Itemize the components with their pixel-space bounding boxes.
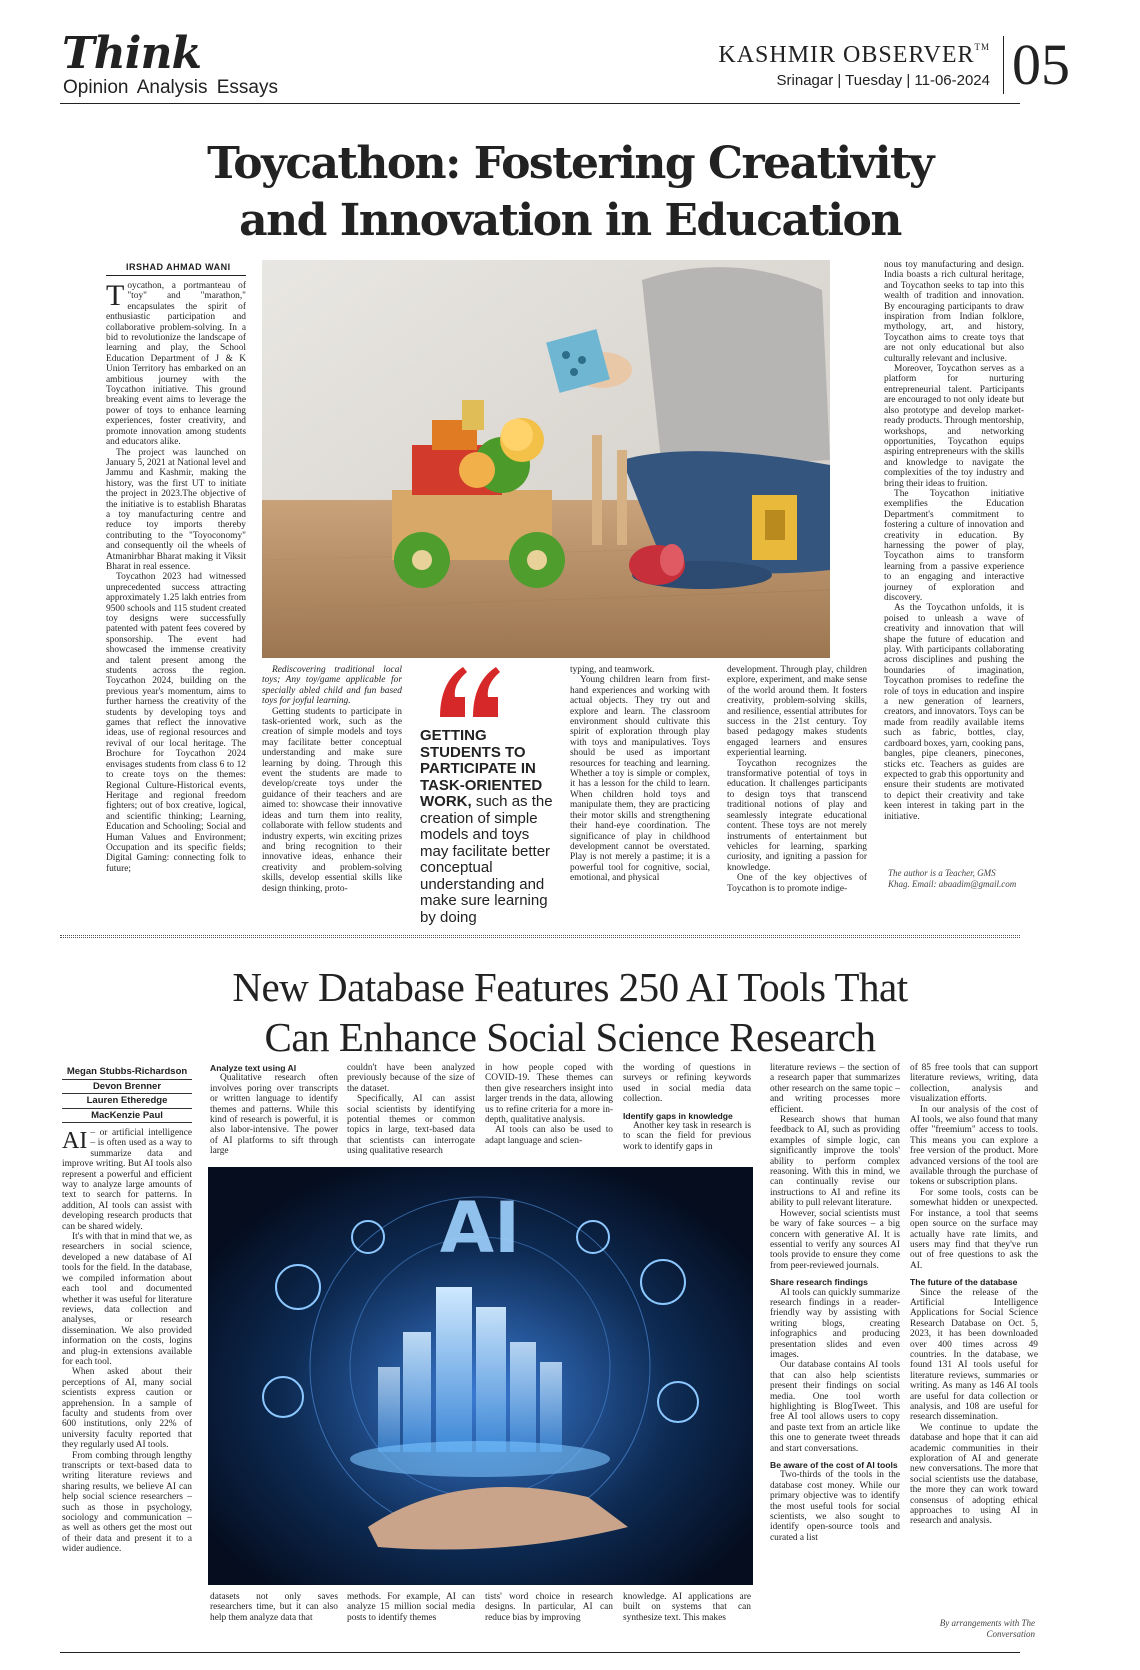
paragraph: – or artificial intelligence – is often used as a way to summarize data and improve writing. But AI tools also represent a powerful and efficient way to analyze large amounts of text to search for patterns. In addition, AI tools can assist with developing research products that can be shared widely. (62, 1128, 192, 1232)
paragraph: Our database contains AI tools that can also help scientists present their findings on social media. One tool worth highlighting is BlogTweet. This free AI tool allows users to copy and paste text from an article like this one to generate tweet threads and start conversations. (770, 1360, 900, 1454)
paragraph: Young children learn from first-hand experiences and working with actual objects. They try out and explore and learn. The classroom environment should cultivate this spirit of exploration through play with toys and manipulatives. Toys should be used as important resources for teaching and learning. Whether a toy is simple or complex, it has a lesson for the child to learn. When children hold toys and manipulate them, they are practicing their motor skills and strengthening their hand-eye coordination. The significance of play in childhood development cannot be overstated. Play is not merely a pastime; it is a powerful tool for cognitive, social, emotional, and physical (570, 675, 710, 884)
subheading: Analyze text using AI (210, 1063, 297, 1073)
paragraph: AI tools can quickly summarize research findings in a reader-friendly way by assisting with writing blogs, creating infographics and producing presentation slides and even images. (770, 1287, 900, 1360)
paragraph: in how people coped with COVID-19. These themes can then give researchers insight into larger trends in the data, allowing us to refine criteria for a more in-depth, qualitative analysis. (485, 1063, 613, 1126)
article2-column-3 (347, 1063, 475, 1161)
paragraph: However, social scientists must be wary of fake sources – a big concern with generative AI. It is essential to verify any sources AI tools provide to ensure they come from peer-reviewed journals. (770, 1208, 900, 1271)
toy-train-photo (262, 260, 830, 658)
paragraph: For some tools, costs can be somewhat hidden or unexpected. For instance, a tool that seems open source on the surface may actually have rate limits, and users may find that they've run out of free questions to ask the AI. (910, 1187, 1038, 1271)
paragraph: oycathon, a portmanteau of "toy" and "marathon," encapsulates the spirit of enthusiastic participation and collaborative problem-solving. In a bid to revolutionize the landscape of learning and play, the School Education Department of J & K Union Territory has embarked on an ambitious journey with the Toycathon initiative. This ground breaking event aims to leverage the power of toys to enhance learning experiences, foster creativity, and promote innovation among students and educators alike. (106, 281, 246, 448)
paragraph: When asked about their perceptions of AI, many social scientists express caution or apprehension. In a sample of faculty and students from over 600 institutions, only 22% of university faculty reported that they regularly used AI tools. (62, 1367, 192, 1451)
paragraph: literature reviews – the section of a research paper that summarizes other research on the same topic – and writing processes more efficient. (770, 1063, 900, 1115)
paragraph: Rediscovering traditional local toys; Any toy/game applicable for specially abled child and fun based toys for joyful learning. (262, 665, 402, 707)
pull-quote-bold: GETTING STUDENTS TO PARTICIPATE IN TASK-ORIENTED WORK, (420, 727, 543, 810)
paragraph: We continue to update the database and hope that it can aid academic communities in their exploration of AI and generate new conversations. The more that social scientists use the database, the more they can work toward consensus of adopting ethical approaches to using AI in research and analysis. (910, 1422, 1038, 1527)
paragraph: typing, and teamwork. (570, 665, 655, 675)
article1-headline: Toycathon: Fostering Creativity and Innovation in Education (207, 138, 933, 246)
pull-quote-text: such as the creation of simple models and toys may facilitate better conceptual understanding and make sure learning by doing (420, 793, 553, 926)
ai-photo-text: AI (439, 1187, 521, 1269)
article2-column-5-end: knowledge. AI applications are built on systems that can synthesize text. This makes (623, 1592, 751, 1623)
author-name: MacKenzie Paul (62, 1109, 192, 1124)
paragraph: Toycathon recognizes the transformative potential of toys in education. It challenges participants to design toys that transcend traditional notions of play and seamlessly integrate educational content. These toys are not merely instruments of entertainment but vehicles for learning, sparking curiosity, and igniting a passion for knowledge. (727, 758, 867, 873)
article2-headline: New Database Features 250 AI Tools That Can Enhance Social Science Research (232, 964, 908, 1060)
paragraph: of 85 free tools that can support literature reviews, writing, data collection, analysis and visualization efforts. (910, 1063, 1038, 1105)
masthead-rule (60, 103, 1020, 104)
ai-city-photo (208, 1167, 753, 1585)
paragraph: Getting students to participate in task-oriented work, such as the creation of simple models and toys may facilitate better conceptual understanding and make sure learning by doing. Through this event the students are made to develop/create toys under the guidance of their teachers and are aimed to: showcase their innovative ideas and turn them into reality, collaborate with fellow students and industry experts, win exciting prizes and bring recognition to their innovative ideas, enhance their creativity and problem-solving skills, develop essential skills like design thinking, proto- (262, 706, 402, 894)
article1-column-4 (727, 665, 867, 907)
article2-column-6 (770, 1063, 900, 1643)
newspaper-name: KASHMIR OBSERVER™ (718, 42, 990, 68)
section-subtitle: Opinion Analysis Essays (63, 77, 278, 98)
paragraph: AI tools can also be used to adapt language and scien- (485, 1125, 613, 1146)
author-note: The author is a Teacher, GMS Khag. Email: abaadim@gmail.com (888, 868, 1017, 889)
article2-credit: By arrangements with The Conversation (939, 1618, 1035, 1639)
article2-column-4 (485, 1063, 613, 1161)
paragraph: Moreover, Toycathon serves as a platform for nurturing entrepreneurial talent. Participants are encouraged to not only ideate but also prototype and develop market-ready products. Through mentorship, workshops, and networking opportunities, Toycathon equips aspiring entrepreneurs with the skills and knowledge to navigate the complexities of the toy industry and bring their ideas to fruition. (884, 364, 1024, 489)
dateline: Srinagar | Tuesday | 11-06-2024 (776, 72, 990, 89)
article1-column-3 (570, 665, 710, 907)
article2-column-5 (623, 1063, 751, 1161)
article2-column-2 (210, 1063, 338, 1161)
article2-column-3-end: methods. For example, AI can analyze 15 million social media posts to identify themes (347, 1592, 475, 1623)
subheading: Share research findings (770, 1277, 868, 1288)
section-title: Think (62, 28, 201, 79)
author-name: Lauren Etheredge (62, 1094, 192, 1109)
paragraph: From combing through lengthy transcripts or text-based data to writing literature reviews and sharing results, we believe AI can help social science researchers – such as those in psychology, sociology and communication – as well as others get the most out of their data and present it to a wider audience. (62, 1450, 192, 1555)
article1-column-1 (106, 281, 246, 906)
pull-quote (420, 728, 555, 926)
paragraph: One of the key objectives of Toycathon is to promote indige- (727, 873, 867, 894)
paragraph: the wording of questions in surveys or refining keywords used in social media data collection. (623, 1063, 751, 1105)
article2-column-4-end: tists' word choice in research designs. In particular, AI can reduce bias by improving (485, 1592, 613, 1623)
bottom-rule (60, 1652, 1020, 1653)
drop-cap: T (106, 281, 125, 312)
quote-mark-icon (435, 662, 505, 722)
article2-column-1 (62, 1128, 192, 1593)
paragraph: nous toy manufacturing and design. India boasts a rich cultural heritage, and Toycathon seeks to tap into this wealth of tradition and innovation. By encouraging participants to draw inspiration from Indian folklore, mythology, art, and history, Toycathon aims to create toys that are not only educational but also culturally relevant and inclusive. (884, 260, 1024, 364)
byline-rule (106, 275, 246, 276)
article2-column-7 (910, 1063, 1038, 1623)
subheading: Identify gaps in knowledge (623, 1110, 733, 1121)
paragraph: In our analysis of the cost of AI tools, we also found that many offer "freemium" access to tools. This means you can explore a free version of the product. More advanced versions of the tool are available through the purchase of tokens or subscription plans. (910, 1104, 1038, 1188)
paragraph: As the Toycathon unfolds, it is poised to unleash a wave of creativity and innovation that will shape the future of education and play. With participants collaborating across disciplines and pushing the boundaries of imagination, Toycathon promises to redefine the role of toys in education and inspire a new generation of learners, creators, and innovators. Toys can be made from readily available items such as fabric, bottles, clay, cardboard boxes, yarn, cooking pans, bangles, pipe cleaners, pinecones, sticks etc. Teachers as guides are expected to grab this opportunity and ensure their students are motivated to depict their creativity and take keen interest in taking part in the initiative. (884, 603, 1024, 822)
paragraph: couldn't have been analyzed previously because of the size of the dataset. (347, 1063, 475, 1094)
author-name: Devon Brenner (62, 1080, 192, 1095)
article1-column-2 (262, 665, 402, 907)
author-name: Megan Stubbs-Richardson (62, 1065, 192, 1080)
paragraph: It's with that in mind that we, as researchers in social science, developed a new database of AI tools for the field. In the database, we compiled information about each tool and documented whether it was useful for literature reviews, data collection and analyses, or research dissemination. We also provided information on the costs, logins and plug-in extensions available for each tool. (62, 1232, 192, 1367)
paragraph: Research shows that human feedback to AI, such as providing examples of simple logic, can significantly improve the tools' ability to perform complex reasoning. With this in mind, we can continually revise our instructions to AI and refine its ability to pull relevant literature. (770, 1115, 900, 1209)
paragraph: Another key task in research is to scan the field for previous work to identify gaps in (623, 1121, 751, 1152)
subheading: The future of the database (910, 1277, 1018, 1288)
paragraph: The project was launched on January 5, 2021 at National level and Jammu and Kashmir, making the history, was the first UT to initiate the project in 2023.The objective of the initiative is to establish Bharatas a toy manufacturing centre and reduce toy imports thereby contributing to the "Toyoconomy" and consequently oil the wheels of Atmanirbhar Bharat making it Viksit Bharat in real essence. (106, 447, 246, 572)
page-number: 05 (1003, 36, 1070, 94)
paragraph: Qualitative research often involves poring over transcripts or written language to identify themes and patterns. While this kind of research is powerful, it is also labor-intensive. The power of AI platforms to sift through large (210, 1073, 338, 1157)
paragraph: Since the release of the Artificial Intelligence Applications for Social Science Research Database on Oct. 5, 2023, it has been downloaded over 400 times across 49 countries. In the database, we found 131 AI tools useful for literature reviews, summaries or writing. As many as 146 AI tools are useful for data collection or analysis, and 108 are useful for research dissemination. (910, 1287, 1038, 1423)
paragraph: The Toycathon initiative exemplifies the Education Department's commitment to fostering a culture of innovation and creativity in education. By harnessing the power of play, Toycathon aims to transform learning from a passive experience to an engaging and interactive journey of exploration and discovery. (884, 488, 1024, 603)
article2-authors (62, 1065, 192, 1123)
article1-byline: IRSHAD AHMAD WANI (126, 262, 231, 272)
article1-column-5 (884, 260, 1024, 865)
paragraph: Toycathon 2023 had witnessed unprecedented success attracting approximately 1.25 lakh entries from 9500 schools and 115 student created toy designs were successfully patented with patent fees covered by sponsorship. The event had showcased the immense creativity and talent present among the students across the region. Toycathon 2024, building on the previous year's momentum, aims to further harness the creativity of the students by developing toys and games that reflect the innovative ideas, use of regional resources and revival of our local heritage. The Brochure for Toycathon 2024 envisages students from class 6 to 12 to create toys on the themes: Regional Culture-Historical events, Heritage and regional freedom fighters; out of box creative, logical, and scientific thinking; Learning, Education and Schooling; Social and Human Values and Environment; Occupation and its specific fields; Digital Gaming: connecting folk to future; (106, 572, 246, 874)
article2-column-2-end: datasets not only saves researchers time, but it can also help them analyze data that (210, 1592, 338, 1623)
paragraph: development. Through play, children explore, experiment, and make sense of the world around them. It fosters creativity, problem-solving skills, and resilience, essential attributes for success in the 21st century. Toy based pedagogy makes students engaged learners and ensures experiential learning. (727, 665, 867, 759)
paragraph: Two-thirds of the tools in the database cost money. While our primary objective was to identify the most useful tools for social scientists, we also sought to identify open-source tools and curated a list (770, 1470, 900, 1543)
drop-cap: AI (62, 1128, 88, 1154)
section-divider (60, 935, 1020, 938)
trademark-mark: TM (974, 42, 990, 52)
paragraph: Specifically, AI can assist social scientists by identifying potential themes or common topics in large, text-based data that scientists can interrogate using qualitative research (347, 1094, 475, 1157)
subheading: Be aware of the cost of AI tools (770, 1460, 898, 1471)
